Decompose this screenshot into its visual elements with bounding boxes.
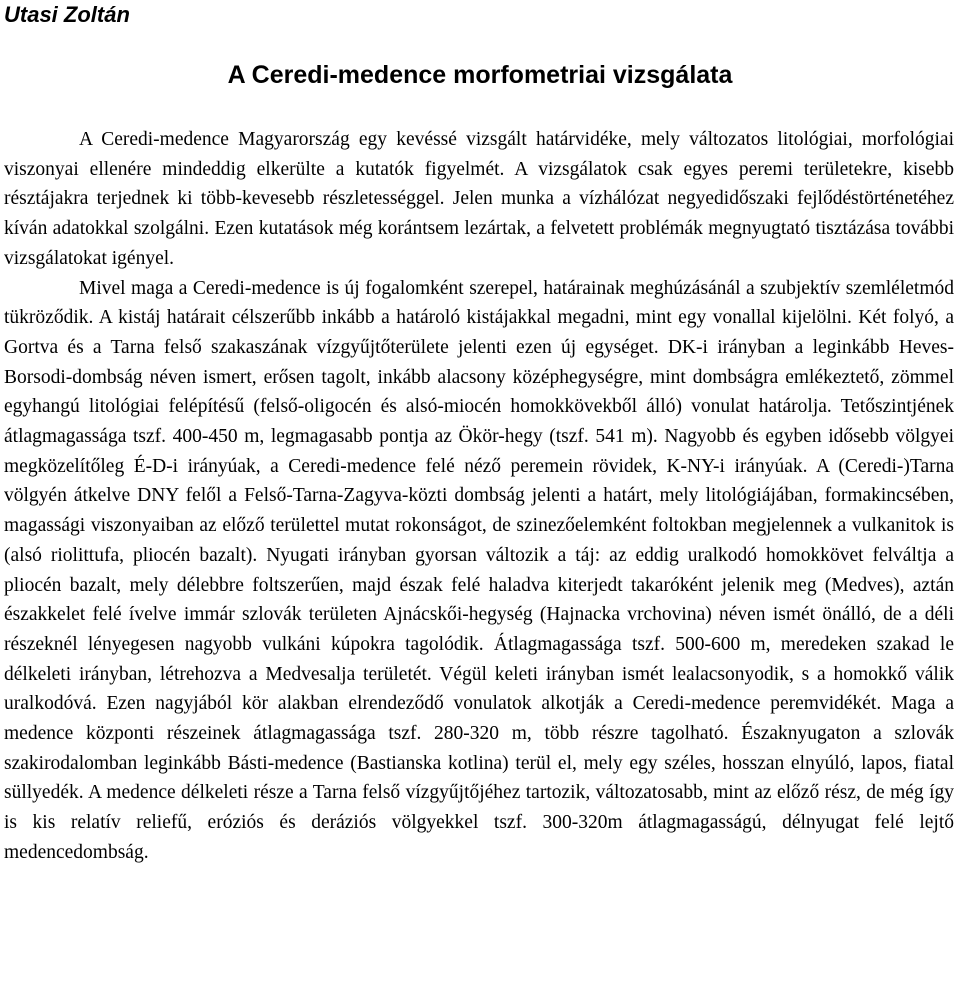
author-name: Utasi Zoltán [4, 2, 130, 27]
paragraph-boundaries: Mivel maga a Ceredi-medence is új fogalomként szerepel, határainak meghúzásánál a szubjektív szemléletmód tükröződik. A kistáj határait célszerűbb inkább a határoló kistájakkal megadni, mint egy vonallal kijelölni. Két folyó, a Gortva és a Tarna felső szakaszának vízgyűjtőterülete jelenti ezen új egységet. DK-i irányban a leginkább Heves-Borsodi-dombság néven ismert, erősen tagolt, inkább alacsony középhegységre, mint dombságra emlékeztető, zömmel egyhangú litológiai felépítésű (felső-oligocén és alsó-miocén homokkövekből álló) vonulat határolja. Tetőszintjének átlagmagassága tszf. 400-450 m, legmagasabb pontja az Ökör-hegy (tszf. 541 m). Nagyobb és egyben idősebb völgyei megközelítőleg É-D-i irányúak, a Ceredi-medence felé néző peremein rövidek, K-NY-i irányúak. A (Ceredi-)Tarna völgyén átkelve DNY felől a Felső-Tarna-Zagyva-közti dombság jelenti a határt, mely litológiájában, formakincsében, magassági viszonyaiban az előző területtel mutat rokonságot, de szinezőelemként foltokban megjelennek a vulkanitok is (alsó riolittufa, pliocén bazalt). Nyugati irányban gyorsan változik a táj: az eddig uralkodó homokkövet felváltja a pliocén bazalt, mely délebbre foltszerűen, majd észak felé haladva kiterjedt takaróként jelenik meg (Medves), aztán északkelet felé ívelve immár szlovák területen Ajnácskői-hegység (Hajnacka vrchovina) néven ismét önálló, de a déli részeknél lényegesen nagyobb vulkáni kúpokra tagolódik. Átlagmagassága tszf. 500-600 m, meredeken szakad le délkeleti irányban, létrehozva a Medvesalja területét. Végül keleti irányban ismét lealacsonyodik, s a homokkő válik uralkodóvá. Ezen nagyjából kör alakban elrendeződő vonulatok alkotják a Ceredi-medence peremvidékét. Maga a medence központi részeinek átlagmagassága tszf. 280-320 m, több részre tagolható. Északnyugaton a szlovák szakirodalomban leginkább Básti-medence (Bastianska kotlina) terül el, mely egy széles, hosszan elnyúló, lapos, fiatal süllyedék. A medence délkeleti része a Tarna felső vízgyűjtőjéhez tartozik, változatosabb, mint az előző rész, de még így is kis relatív reliefű, eróziós és deráziós völgyekkel tszf. 300-320m átlagmagasságú, délnyugat felé lejtő medencedombság. [4, 277, 954, 863]
document-title: A Ceredi-medence morfometriai vizsgálata [227, 61, 733, 89]
body-text [4, 125, 954, 868]
paragraph-intro: A Ceredi-medence Magyarország egy kevéssé vizsgált határvidéke, mely változatos litológiai, morfológiai viszonyai ellenére mindeddig elkerülte a kutatók figyelmét. A vizsgálatok csak egyes peremi területekre, kisebb résztájakra terjednek ki több-kevesebb részletességgel. Jelen munka a vízhálózat negyedidőszaki fejlődéstörténetéhez kíván adatokkal szolgálni. Ezen kutatások még korántsem lezártak, a felvetett problémák megnyugtató tisztázása további vizsgálatokat igényel. [4, 129, 954, 269]
